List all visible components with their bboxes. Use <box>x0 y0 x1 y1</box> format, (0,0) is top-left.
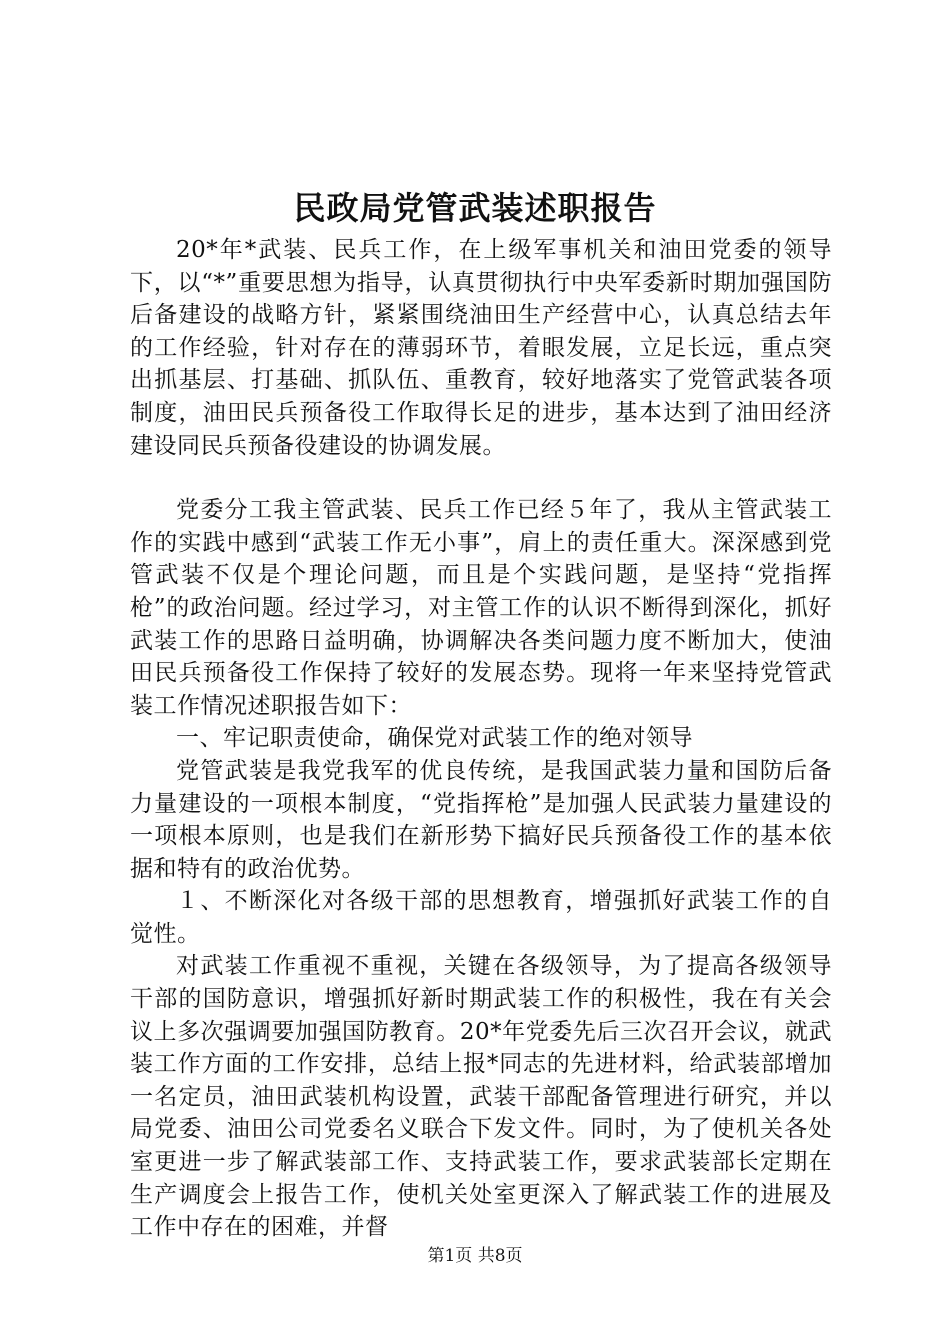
paragraph-intro: 20*年*武装、民兵工作，在上级军事机关和油田党委的领导下，以“*”重要思想为指导，认真贯彻执行中央军委新时期加强国防后备建设的战略方针，紧紧围绕油田生产经营中心，认真总结去年的工作经验，针对存在的薄弱环节，着眼发展，立足长远，重点突出抓基层、打基础、抓队伍、重教育，较好地落实了党管武装各项制度，油田民兵预备役工作取得长足的进步，基本达到了油田经济建设同民兵预备役建设的协调发展。 <box>130 237 832 459</box>
paragraph-leadership: 对武装工作重视不重视，关键在各级领导，为了提高各级领导干部的国防意识，增强抓好新时期武装工作的积极性，我在有关会议上多次强调要加强国防教育。20*年党委先后三次召开会议，就武装工作方面的工作安排，总结上报*同志的先进材料，给武装部增加一名定员，油田武装机构设置，武装干部配备管理进行研究，并以局党委、油田公司党委名义联合下发文件。同时，为了使机关各处室更进一步了解武装部工作、支持武装工作，要求武装部长定期在生产调度会上报告工作，使机关处室更深入了解武装工作的进展及工作中存在的困难，并督 <box>130 953 832 1241</box>
paragraph-tradition: 党管武装是我党我军的优良传统，是我国武装力量和国防后备力量建设的一项根本制度，“党指挥枪”是加强人民武装力量建设的一项根本原则，也是我们在新形势下搞好民兵预备役工作的基本依据和特有的政治优势。 <box>130 757 832 882</box>
subheading-1: １、不断深化对各级干部的思想教育，增强抓好武装工作的自觉性。 <box>130 888 832 947</box>
document-body <box>130 234 832 1244</box>
page-footer: 第1页 共8页 <box>427 1246 523 1266</box>
document-title: 民政局党管武装述职报告 <box>293 189 657 227</box>
paragraph-duty: 党委分工我主管武装、民兵工作已经５年了，我从主管武装工作的实践中感到“武装工作无小事”，肩上的责任重大。深深感到党管武装不仅是个理论问题，而且是个实践问题，是坚持“党指挥枪”的政治问题。经过学习，对主管工作的认识不断得到深化，抓好武装工作的思路日益明确，协调解决各类问题力度不断加大，使油田民兵预备役工作保持了较好的发展态势。现将一年来坚持党管武装工作情况述职报告如下： <box>130 497 832 719</box>
section-heading-1: 一、牢记职责使命，确保党对武装工作的绝对领导 <box>176 725 693 752</box>
